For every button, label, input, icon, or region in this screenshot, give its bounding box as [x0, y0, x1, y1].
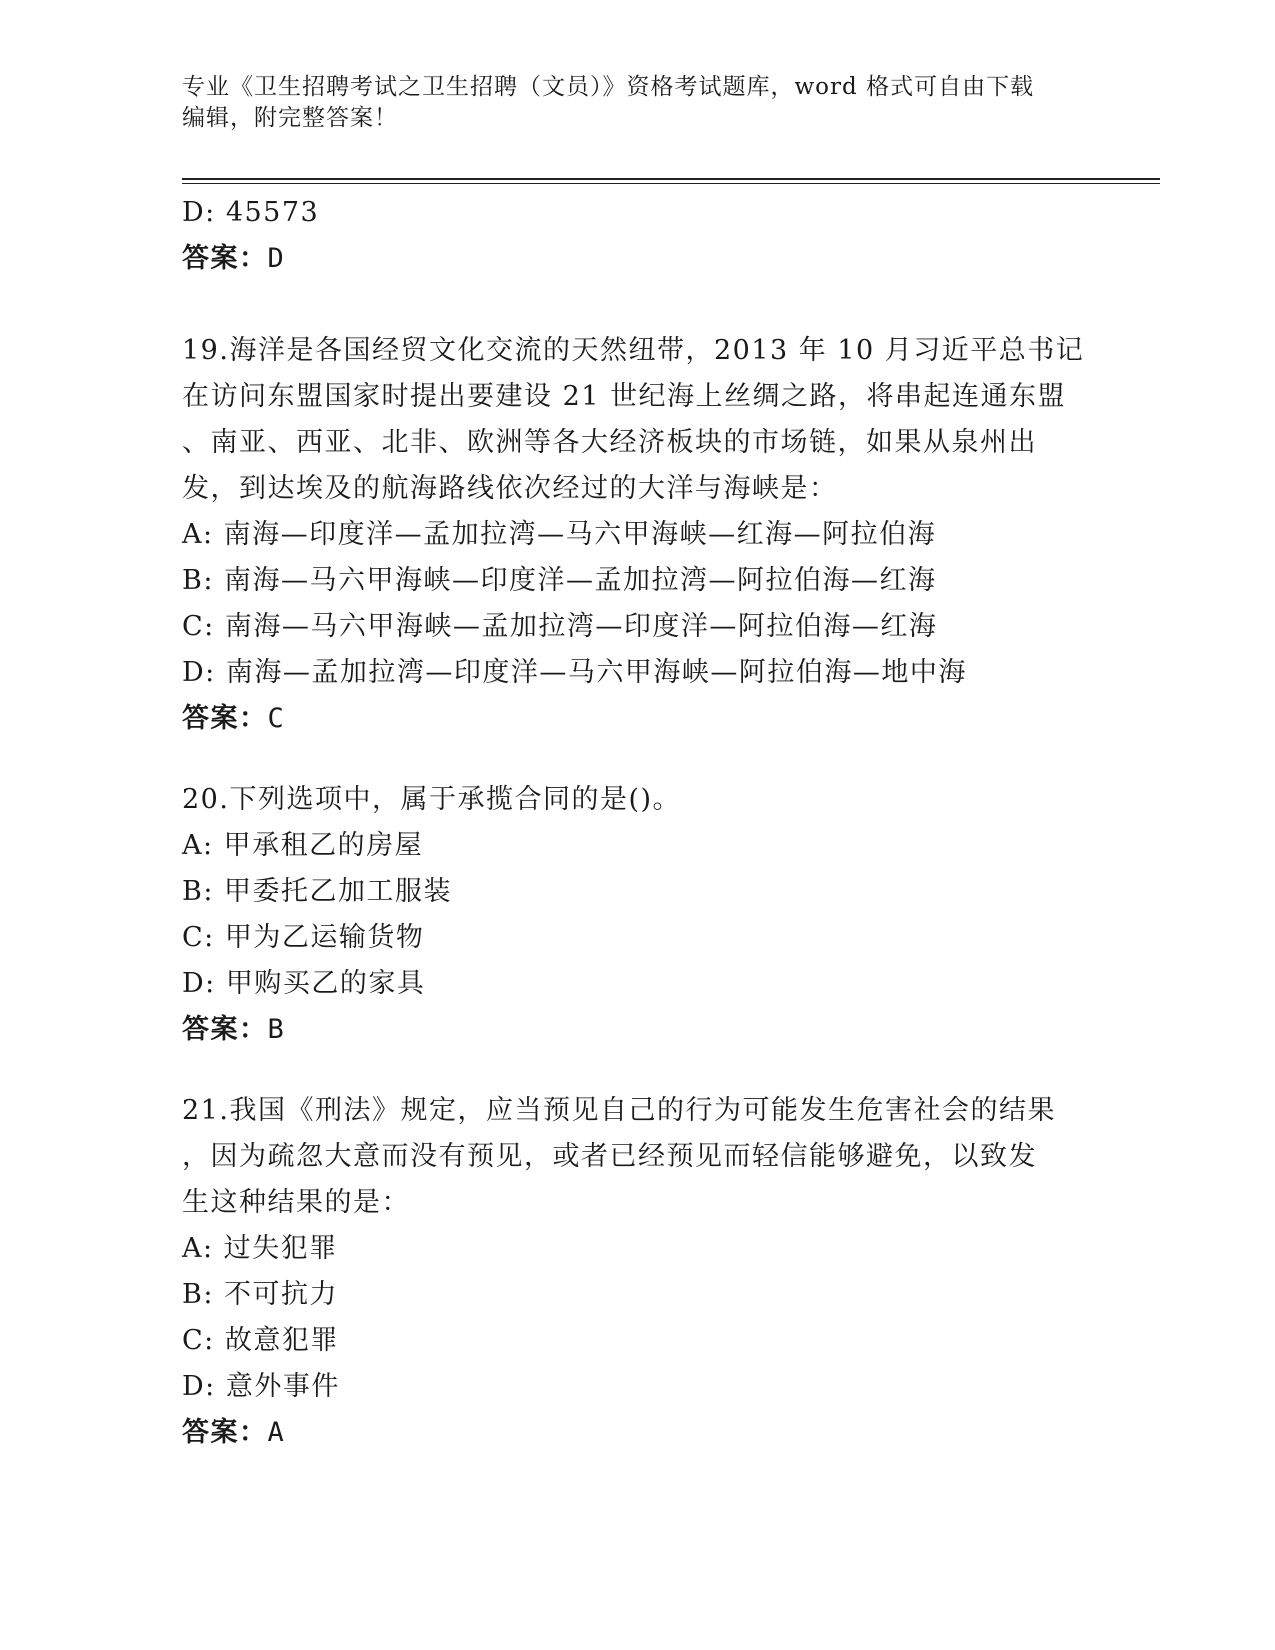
- question-20-option-b: B: 甲委托乙加工服装: [182, 876, 453, 907]
- question-21-text-line-1: 21.我国《刑法》规定，应当预见自己的行为可能发生危害社会的结果: [182, 1095, 1056, 1126]
- question-19-option-a: A: 南海—印度洋—孟加拉湾—马六甲海峡—红海—阿拉伯海: [182, 519, 937, 550]
- question-19-text-line-2: 在访问东盟国家时提出要建设 21 世纪海上丝绸之路，将串起连通东盟: [182, 381, 1067, 412]
- question-21-option-c: C: 故意犯罪: [182, 1325, 339, 1356]
- prev-option-d: D: 45573: [182, 197, 320, 228]
- question-21-answer: [182, 1410, 1082, 1456]
- question-20: [182, 777, 1082, 1053]
- question-20-answer: [182, 1007, 1082, 1053]
- question-21: [182, 1088, 1082, 1456]
- answer-value: C: [267, 703, 286, 734]
- question-19-option-c: C: 南海—马六甲海峡—孟加拉湾—印度洋—阿拉伯海—红海: [182, 611, 938, 642]
- question-19-text-line-1: 19.海洋是各国经贸文化交流的天然纽带，2013 年 10 月习近平总书记: [182, 335, 1085, 366]
- answer-label: 答案：: [182, 243, 268, 274]
- question-20-option-d: D: 甲购买乙的家具: [182, 968, 426, 999]
- question-20-option-c: C: 甲为乙运输货物: [182, 922, 425, 953]
- answer-label: 答案：: [182, 703, 268, 734]
- question-21-text-line-2: ，因为疏忽大意而没有预见，或者已经预见而轻信能够避免，以致发: [182, 1141, 1037, 1172]
- answer-label: 答案：: [182, 1417, 268, 1448]
- question-21-option-b: B: 不可抗力: [182, 1279, 339, 1310]
- prev-answer: [182, 236, 1082, 282]
- page-header: [182, 72, 1062, 134]
- question-19: [182, 328, 1085, 742]
- question-19-option-d: D: 南海—孟加拉湾—印度洋—马六甲海峡—阿拉伯海—地中海: [182, 657, 967, 688]
- question-20-text-line-1: 20.下列选项中，属于承揽合同的是()。: [182, 784, 682, 815]
- question-list: [182, 190, 1085, 1456]
- spacer: [182, 282, 1082, 328]
- answer-label: 答案：: [182, 1014, 268, 1045]
- spacer: [182, 1053, 1082, 1088]
- answer-value: D: [267, 243, 286, 274]
- question-20-option-a: A: 甲承租乙的房屋: [182, 830, 424, 861]
- header-rule-thin: [182, 183, 1160, 184]
- question-19-text-line-4: 发，到达埃及的航海路线依次经过的大洋与海峡是：: [182, 473, 838, 504]
- header-line-2: 编辑，附完整答案！: [182, 105, 398, 131]
- spacer: [182, 742, 1082, 777]
- answer-value: A: [267, 1417, 286, 1448]
- question-19-option-b: B: 南海—马六甲海峡—印度洋—孟加拉湾—阿拉伯海—红海: [182, 565, 937, 596]
- question-21-text-line-3: 生这种结果的是：: [182, 1187, 410, 1218]
- question-19-text-line-3: 、南亚、西亚、北非、欧洲等各大经济板块的市场链，如果从泉州出: [182, 427, 1037, 458]
- question-19-answer: [182, 696, 1082, 742]
- header-rule-thick: [182, 178, 1160, 180]
- question-21-option-d: D: 意外事件: [182, 1371, 340, 1402]
- answer-value: B: [267, 1014, 286, 1045]
- question-21-option-a: A: 过失犯罪: [182, 1233, 338, 1264]
- header-line-1: 专业《卫生招聘考试之卫生招聘（文员）》资格考试题库，word 格式可自由下载: [182, 74, 1035, 100]
